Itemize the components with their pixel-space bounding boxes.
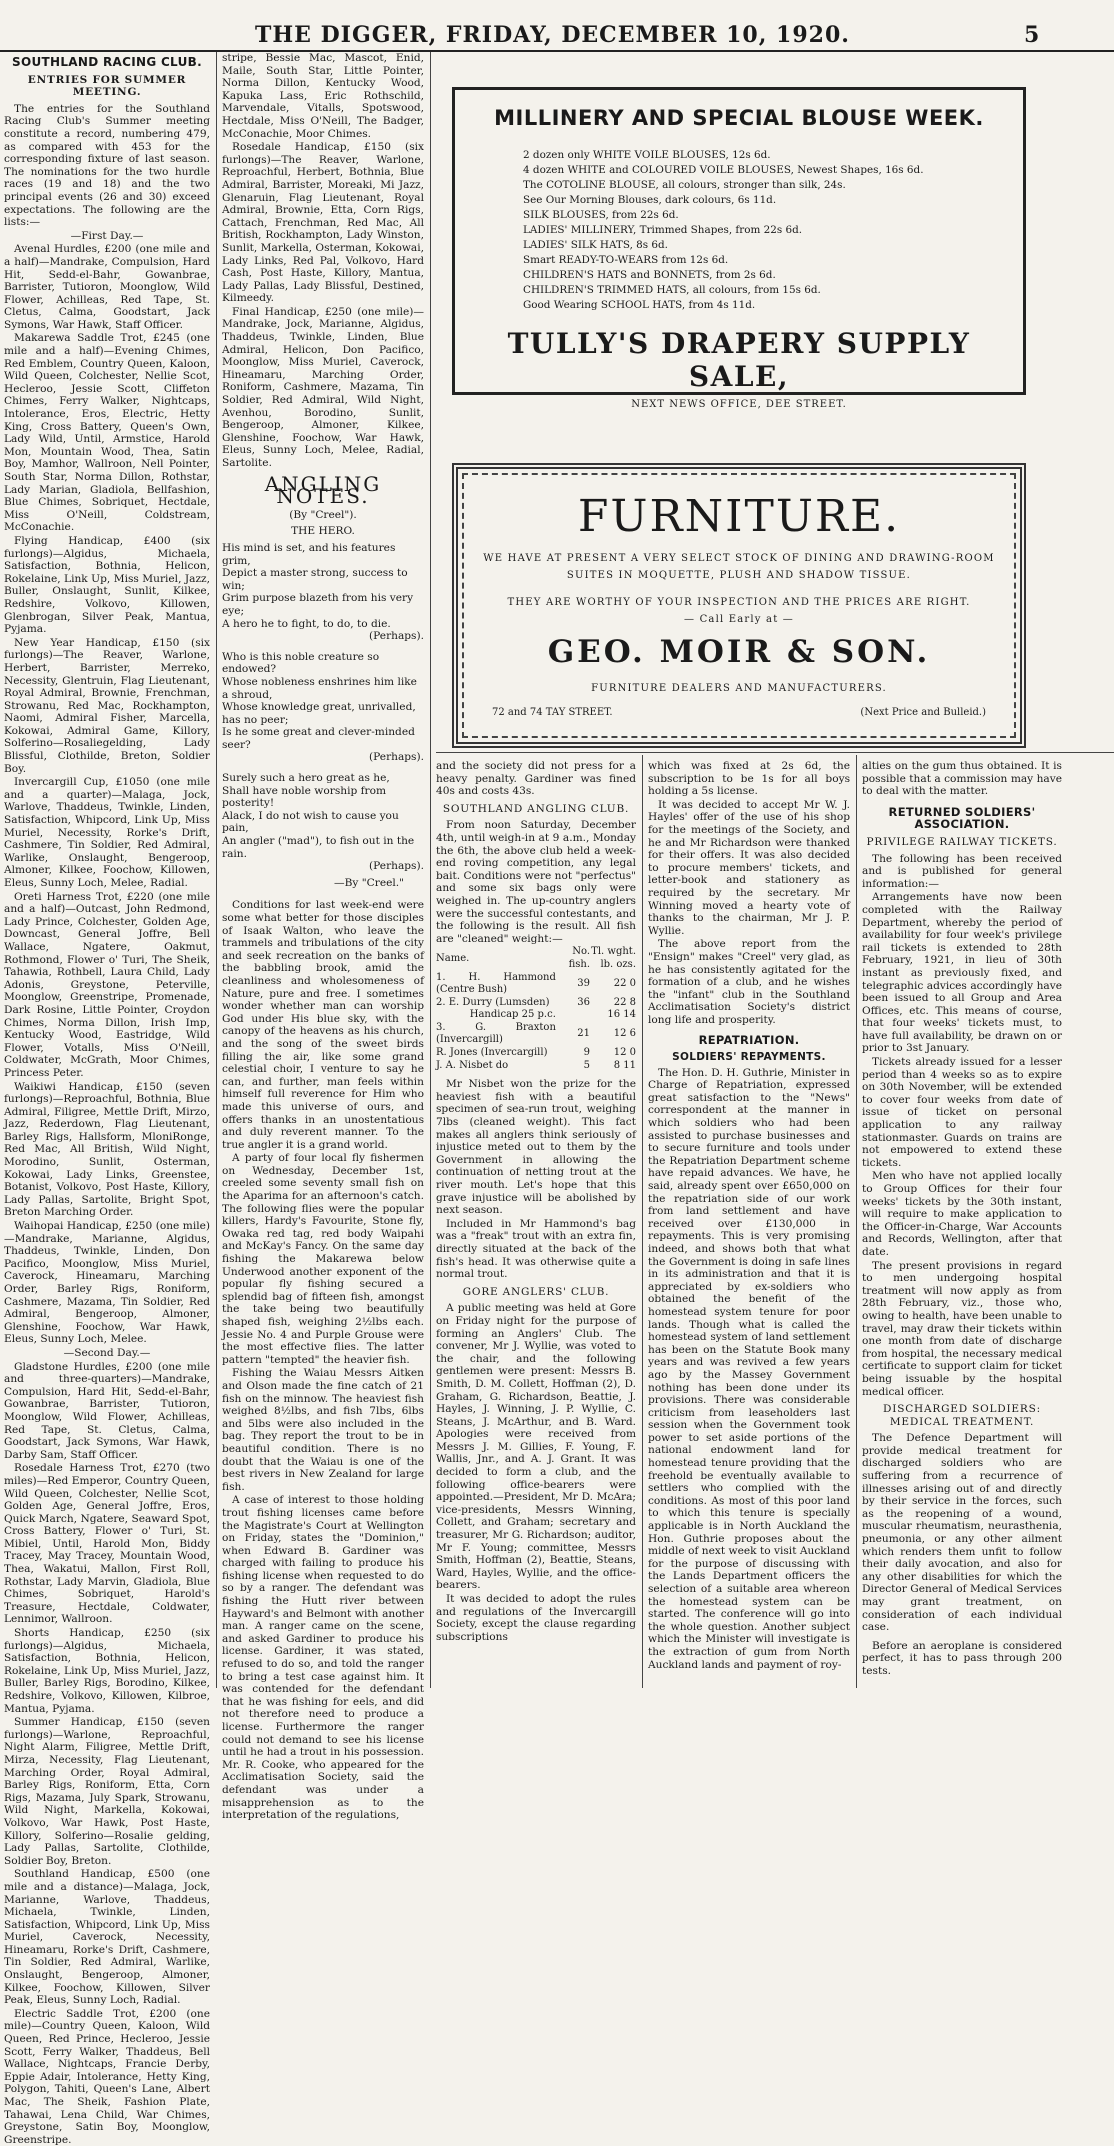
article-paragraph: The Hon. D. H. Guthrie, Minister in Charge of Repatriation, expressed great satisfaction to the "News" correspondent at the manner in which soldiers who had been assisted to purchase businesses and to secure furniture and tools under the Repatriation Department scheme have repaid advances. We have, he said, already spent over £650,000 on the repatriation side of our work from land settlement and have received over £130,000 in repayments. This is very promising indeed, and shows both that what the Government is doing in safe lines in its administration and that it is appreciated by ex-soldiers who obtained the benefit of the homestead system tenure for poor lands. Though what is called the homestead system of land settlement has been on the Statute Book many years and was revived a few years ago by the Massey Government nothing has been done under its provisions. There was considerable criticism from leaseholders last session when the Government took power to set aside portions of the national endowment land for homestead tenure providing that the freehold be eventually available to settlers who complied with the conditions. As most of this poor land to which this tenure is specially applicable is in North Auckland the Hon. Guthrie proposes about the middle of next week to visit Auckland for the purpose of discussing with the Lands Department officers the selection of a suitable area whereon the homestead system can be started. The conference will go into the whole question. Another subject which the Minister will investigate is the extraction of gum from North Auckland lands and payment of roy- — [648, 1066, 850, 1671]
article-paragraph: A party of four local fly fishermen on Wednesday, December 1st, creeled some seventy small fish on the Aparima for an afternoon's catch. The following flies were the popular killers, Hardy's Favourite, Stone fly, Owaka red tag, red body Waipahi and McKay's Fancy. On the same day fishing the Makarewa below Underwood another exponent of the popular fly fishing secured a splendid bag of fifteen fish, amongst the take being two beautifully shaped fish, weighing 2½lbs each. Jessie No. 4 and Purple Grouse were the most effective flies. The latter pattern "tempted" the heavier fish. — [222, 1152, 424, 1366]
race-entry: Gladstone Hurdles, £200 (one mile and three-quarters)—Mandrake, Compulsion, Hard Hit, Sedd-el-Bahr, Gowanbrae, Barrister, Tutioron, Moonglow, Wild Flower, Achilleas, Red Tape, St. Cletus, Calma, Goodstart, Jack Symons, War Hawk, Darby Sam, Staff Officer. — [4, 1360, 210, 1461]
ad-line: CHILDREN'S HATS and BONNETS, from 2s 6d. — [523, 269, 776, 281]
table-cell: 9 — [583, 1047, 590, 1059]
column-repatriation — [648, 760, 850, 1688]
article-paragraph: The above report from the "Ensign" makes "Creel" very glad, as he has consistently agitated for the formation of a club, and he wishes the "infant" club in the Southland Acclimatisation Society's district long life and prosperity. — [648, 938, 850, 1026]
table-row — [436, 972, 636, 997]
table-cell: 16 14 — [607, 1009, 636, 1021]
tullys-sale-heading: TULLY'S DRAPERY SUPPLY SALE, — [507, 327, 971, 393]
table-row — [436, 997, 636, 1010]
column-angling — [222, 52, 424, 1822]
ad-line: WE HAVE AT PRESENT A VERY SELECT STOCK OF DINING AND DRAWING-ROOM — [483, 553, 995, 564]
article-paragraph: The present provisions in regard to men undergoing hospital treatment will now apply as from 28th February, viz., those who, owing to health, have been unable to travel, may draw their tickets within one month from date of discharge from hospital, the necessary medical certificate to support claim for ticket being issuable by the hospital medical officer. — [862, 1259, 1062, 1398]
poem-line: A hero he to fight, to do, to die. — [222, 617, 391, 630]
article-paragraph: Conditions for last week-end were some what better for those disciples of Isaak Walton, who leave the trammels and tribulations of the city and seek recreation on the banks of the babbling brook, amid the cleanliness and wholesomeness of Nature, pure and free. I sometimes wonder whether man can worship God under His blue sky, with the canopy of the heavens as his church, and the song of the sweet birds filling the air, like some grand celestial choir, I venture to say he can, and further, man feels within himself full reverence for Him who made this universe of ours, and offers thanks in an unostentatious and duly reverent manner. To the true angler it is a grand world. — [222, 899, 424, 1151]
table-row — [436, 1047, 636, 1060]
ad-divider — [436, 752, 1114, 753]
ad-line: Good Wearing SCHOOL HATS, from 4s 11d. — [523, 299, 756, 311]
race-entry: Flying Handicap, £400 (six furlongs)—Algidus, Michaela, Satisfaction, Bothnia, Helicon, Rokelaine, Link Up, Miss Muriel, Jazz, Buller, Onslaught, Sunlit, Kilkee, Redshire, Volkovo, Killowen, Glenbrogan, Silver Peak, Mantua, Pyjama. — [4, 534, 210, 636]
furniture-footer — [492, 707, 986, 718]
table-row — [436, 1009, 636, 1022]
ad-line: LADIES' SILK HATS, 8s 6d. — [523, 239, 668, 251]
race-entry: Invercargill Cup, £1050 (one mile and a quarter)—Malaga, Jock, Warlove, Thaddeus, Twinkle, Linden, Satisfaction, Whipcord, Link Up, Miss Muriel, Necessity, Rorke's Drift, Cashmere, Tin Soldier, Red Admiral, Warlike, Onslaught, Bengeroop, Almoner, Kilkee, Foochow, Killowen, Eleus, Sunny Loch, Melee, Radial. — [4, 776, 210, 889]
millinery-advertisement — [452, 87, 1026, 410]
race-entry: New Year Handicap, £150 (six furlongs)—The Reaver, Warlone, Herbert, Barrister, Merreko, Necessity, Glentruin, Flag Lieutenant, Royal Admiral, Brownie, Frenchman, Strowanu, Red Mac, Rockhampton, Naomi, Admiral Fisher, Marcella, Kokowai, Admiral Game, Killory, Solferino—Rosaliegelding, Lady Blissful, Clothilde, Breton, Soldier Boy. — [4, 636, 210, 775]
race-entry: Makarewa Saddle Trot, £245 (one mile and a half)—Evening Chimes, Red Emblem, Country Queen, Kaloon, Wild Queen, Colchester, Nellie Scot, Hecleroo, Jessie Scott, Cliffeton Chimes, Ferry Walker, Nightcaps, Intolerance, Eros, Electric, Hetty King, Cross Battery, Queen's Own, Lady Wild, Until, Armstice, Harold Mon, Mountain Wood, Thea, Satin Boy, Mamhor, Wallroon, Nell Pointer, South Star, Norma Dillon, Rothstar, Lady Marian, Gladiola, Bellfashion, Blue Chimes, Sobriquet, Hectdale, Miss O'Neill, Coldstream, McConachie. — [4, 332, 210, 534]
table-cell: 5 — [583, 1059, 590, 1071]
tullys-address: NEXT NEWS OFFICE, DEE STREET. — [631, 399, 847, 410]
table-header-row — [436, 946, 636, 971]
poem-line: Alack, I do not wish to cause you pain, — [222, 809, 399, 835]
race-entry: Oreti Harness Trot, £220 (one mile and a half)—Outcast, John Redmond, Lady Prince, Colchester, Golden Age, Downcast, General Joffre, Bell Wallace, Ngatere, Oakmut, Rothmond, Flower o' Turi, The Sheik, Tahawia, Rothbell, Laura Child, Lady Adonis, Greystone, Peterville, Moonglow, Greenstripe, Promenade, Dark Rosine, Little Pointer, Croydon Chimes, Norma Dillon, Irish Imp, Kentucky Wood, Eastridge, Wild Flower, Votalls, Miss O'Neill, Coldwater, McGrath, Moor Chimes, Princess Peter. — [4, 890, 210, 1079]
poem-line: Who is this noble creature so endowed? — [222, 650, 380, 676]
article-paragraph: Included in Mr Hammond's bag was a "freak" trout with an extra fin, directly situated at the back of the fish's head. It was otherwise quite a normal trout. — [436, 1217, 636, 1281]
angling-notes-title: ANGLING NOTES. — [264, 471, 382, 509]
furniture-advertisement — [452, 463, 1026, 748]
racing-subheading: ENTRIES FOR SUMMER MEETING. — [27, 73, 187, 99]
table-cell: 22 8 — [613, 996, 636, 1008]
byline: (By "Creel"). — [289, 508, 357, 521]
soldiers-repayments-heading: SOLDIERS' REPAYMENTS. — [672, 1051, 826, 1064]
poem-title: THE HERO. — [291, 525, 355, 538]
ad-line: — Call Early at — — [684, 614, 794, 625]
southland-angling-heading: SOUTHLAND ANGLING CLUB. — [442, 802, 630, 815]
page-number: 5 — [1024, 22, 1040, 48]
racing-intro: The entries for the Southland Racing Club's Summer meeting constitute a record, numbering 479, as compared with 453 for the corresponding fixture of last season. The nominations for the two hurdle races (19 and 18) and the two principal events (26 and 30) exceed expectations. The following are the lists:— — [4, 102, 210, 229]
article-paragraph: alties on the gum thus obtained. It is possible that a commission may have to deal with the matter. — [862, 760, 1062, 798]
article-paragraph: A case of interest to those holding trout fishing licenses came before the Magistrate's Court at Wellington on Friday, states the "Dominion," when Edward B. Gardiner was charged with failing to produce his fishing license when requested to do so by a ranger. The defendant was fishing the Hutt river between Hayward's and Belmont with another man. A ranger came on the scene, and asked Gardiner to produce his license. Gardiner, it was stated, refused to do so, and told the ranger to bring a test case against him. It was contended for the defendant that he was fishing for eels, and did not therefore need to produce a license. Furthermore the ranger could not demand to see his license until he had a trout in his possession. Mr. R. Cooke, who appeared for the Acclimatisation Society, said the defendant was under a misapprehension as to the interpretation of the regulations, — [222, 1494, 424, 1822]
poem-perhaps: (Perhaps). — [369, 630, 424, 643]
article-paragraph: and the society did not press for a heavy penalty. Gardiner was fined 40s and costs 43s. — [436, 760, 636, 798]
table-header: Tl. wght. lb. ozs. — [591, 946, 636, 970]
poem-line: Grim purpose blazeth from his very eye; — [222, 592, 414, 617]
race-entry: Final Handicap, £250 (one mile)—Mandrake, Jock, Marianne, Algidus, Thaddeus, Twinkle, Linden, Blue Admiral, Helicon, Don Pacifico, Moonglow, Miss Muriel, Caverock, Hineamaru, Marching Order, Roniform, Cashmere, Mazama, Tin Soldier, Red Admiral, Wild Night, Avenhou, Borodino, Sunlit, Bengeroop, Almoner, Kilkee, Glenshine, Foochow, War Hawk, Eleus, Sunny Loch, Melee, Radial, Sartolite. — [222, 305, 424, 469]
column-racing — [4, 52, 210, 2146]
column-rule — [430, 52, 431, 1688]
furniture-address: 72 and 74 TAY STREET. — [492, 707, 613, 718]
railway-tickets-heading: PRIVILEGE RAILWAY TICKETS. — [866, 835, 1058, 848]
table-cell: 12 6 — [613, 1028, 636, 1040]
table-cell — [556, 1009, 590, 1022]
repatriation-heading: REPATRIATION. — [698, 1033, 800, 1048]
column-rule — [642, 755, 643, 1688]
column-rule — [216, 52, 217, 1688]
table-cell: 1. H. Hammond (Centre Bush) — [436, 971, 556, 996]
masthead — [0, 0, 1114, 52]
poem-line: Is he some great and clever-minded seer? — [222, 726, 415, 751]
table-row — [436, 1022, 636, 1047]
poem-signoff: —By "Creel." — [334, 876, 404, 889]
ad-line: 4 dozen WHITE and COLOURED VOILE BLOUSES, Newest Shapes, 16s 6d. — [523, 164, 924, 176]
table-cell: 2. E. Durry (Lumsden) — [436, 996, 550, 1008]
poem-perhaps: (Perhaps). — [369, 860, 424, 873]
article-paragraph: A public meeting was held at Gore on Friday night for the purpose of forming an Anglers' Club. The convener, Mr J. Wyllie, was voted to the chair, and the following gentlemen were present: Messrs B. Smith, D. M. Collett, Hoffman (2), D. Graham, G. Richardson, Beattie, J. Hayles, J. Winning, J. P. Wyllie, C. Steans, J. McArthur, and B. Ward. Apologies were received from Messrs J. M. Gillies, F. Young, F. Wallis, Jnr., and A. J. Grant. It was decided to form a club, and the following office-bearers were appointed.—President, Mr D. McAra; vice-presidents, Messrs Winning, Collett, and Graham; secretary and treasurer, Mr G. Richardson; auditor, Mr F. Young; committee, Messrs Smith, Hoffman (2), Beattie, Steans, Ward, Hayles, Wyllie, and the office-bearers. — [436, 1302, 636, 1592]
poem-line: An angler ("mad"), to fish out in the rain. — [222, 835, 415, 860]
table-cell: 21 — [577, 1028, 590, 1040]
poem-line: His mind is set, and his features grim, — [222, 541, 396, 567]
first-day-label: —First Day.— — [70, 229, 144, 242]
article-paragraph: The following has been received and is published for general information:— — [862, 852, 1062, 890]
race-entry: Rosedale Harness Trot, £270 (two miles)—Red Emperor, Country Queen, Wild Queen, Colchester, Nellie Scot, Golden Age, General Joffre, Eros, Quick March, Ngatere, Seaward Spot, Cross Battery, Flower o' Turi, St. Mibiel, Until, Harold Mon, Biddy Tracey, May Tracey, Mountain Wood, Thea, Wakatui, Mallon, First Roll, Rothstar, Lady Marvin, Gladiola, Blue Chimes, Sobriquet, Harold's Treasure, Hectdale, Coldwater, Lennimor, Wallroon. — [4, 1462, 210, 1626]
poem-line: Surely such a hero great as he, — [222, 772, 390, 785]
firm-name: GEO. MOIR & SON. — [547, 634, 931, 670]
article-paragraph: Mr Nisbet won the prize for the heaviest fish with a beautiful specimen of sea-run trout, weighing 7lbs (cleaned weight). This fact makes all anglers think seriously of injustice meted out to them by the Government in allowing the continuation of netting trout at the river mouth. Let's hope that this grave injustice will be abolished by next season. — [436, 1078, 636, 1217]
ad-line: THEY ARE WORTHY OF YOUR INSPECTION AND THE PRICES ARE RIGHT. — [507, 597, 971, 608]
race-entry: Waihopai Handicap, £250 (one mile)—Mandrake, Marianne, Algidus, Thaddeus, Twinkle, Linden, Don Pacifico, Moonglow, Miss Muriel, Caverock, Hineamaru, Marching Order, Barley Rigs, Roniform, Cashmere, Mazama, Tin Soldier, Red Admiral, Bengeroop, Almoner, Glenshine, Foochow, War Hawk, Eleus, Sunny Loch, Melee. — [4, 1220, 210, 1346]
article-paragraph: It was decided to accept Mr W. J. Hayles' offer of the use of his shop for the meetings of the Society, and he and Mr Richardson were thanked for their offers. It was also decided to procure members' tickets, and letter-book and stationery as required by the secretary. Mr Winning moved a hearty vote of thanks to the chairman, Mr J. P. Wyllie. — [648, 798, 850, 937]
newspaper-title: THE DIGGER, FRIDAY, DECEMBER 10, 1920. — [255, 22, 850, 48]
table-row — [436, 1060, 636, 1073]
ad-line: The COTOLINE BLOUSE, all colours, stronger than silk, 24s. — [523, 179, 846, 191]
ad-line: CHILDREN'S TRIMMED HATS, all colours, from 15s 6d. — [523, 284, 821, 296]
table-header: Name. — [436, 952, 470, 964]
race-entry: Avenal Hurdles, £200 (one mile and a half)—Mandrake, Compulsion, Hard Hit, Sedd-el-Bahr, Gowanbrae, Barrister, Tutioron, Moonglow, Wild Flower, Achilleas, Red Tape, St. Cletus, Calma, Goodstart, Jack Symons, War Hawk, Staff Officer. — [4, 243, 210, 331]
race-entry: Waikiwi Handicap, £150 (seven furlongs)—Reproachful, Bothnia, Blue Admiral, Filigree, Mettle Drift, Mirzo, Jazz, Rederdown, Flag Lieutenant, Barley Rigs, Hallsform, MloniRonge, Red Mac, All British, Wild Night, Morodino, Sunlit, Osterman, Kokowai, Lady Links, Greenstee, Botanist, Volkovo, Post Haste, Killory, Lady Pallas, Sartolite, Bright Spot, Breton Marching Order. — [4, 1080, 210, 1219]
ad-line: LADIES' MILLINERY, Trimmed Shapes, from 22s 6d. — [523, 224, 803, 236]
race-entry: Electric Saddle Trot, £200 (one mile)—Country Queen, Kaloon, Wild Queen, Red Prince, Hecleroo, Jessie Scott, Ferry Walker, Thaddeus, Bell Wallace, Nightcaps, Francie Derby, Eppie Adair, Intolerance, Hetty King, Polygon, Tahiti, Queen's Lane, Albert Mac, The Sheik, Fashion Plate, Tahawai, Lena Child, War Chimes, Greystone, Satin Boy, Moonglow, Greenstripe. — [4, 2007, 210, 2146]
table-cell: 3. G. Braxton (Invercargill) — [436, 1021, 556, 1046]
article-paragraph: Tickets already issued for a lesser period than 4 weeks so as to expire on 30th November, will be extended to cover four weeks from date of issue of ticket on personal application to any railway stationmaster. Guards on trains are not empowered to extend these tickets. — [862, 1056, 1062, 1169]
poem-stanza — [222, 542, 424, 630]
poem-line: Whose nobleness enshrines him like a shroud, — [222, 675, 417, 701]
poem-line: Depict a master strong, success to win; — [222, 567, 408, 592]
table-cell: 39 — [577, 977, 590, 989]
table-cell: 8 11 — [613, 1059, 636, 1071]
race-entry-continued: stripe, Bessie Mac, Mascot, Enid, Maile, South Star, Little Pointer, Norma Dillon, Kentucky Wood, Kapuka Lass, Eric Rothschild, Marvendale, Vitalls, Spotswood, Hectdale, Miss O'Neill, The Badger, McConachie, Moor Chimes. — [222, 52, 424, 140]
poem-stanza — [222, 772, 424, 860]
millinery-title: MILLINERY AND SPECIAL BLOUSE WEEK. — [494, 106, 984, 130]
table-cell: 22 0 — [613, 977, 636, 989]
ad-line: FURNITURE DEALERS AND MANUFACTURERS. — [591, 683, 887, 694]
article-paragraph: which was fixed at 2s 6d, the subscription to be 1s for all boys holding a 5s license. — [648, 760, 850, 798]
race-entry: Rosedale Handicap, £150 (six furlongs)—The Reaver, Warlone, Reproachful, Herbert, Bothnia, Blue Admiral, Barrister, Moreaki, Mi Jazz, Glenaruin, Flag Lieutenant, Royal Admiral, Brownie, Etta, Corn Rigs, Cattach, Frenchman, Red Mac, All British, Rockhampton, Lady Winston, Sunlit, Markella, Osterman, Kokowai, Lady Links, Red Pal, Volkovo, Hard Cash, Post Haste, Killory, Mantua, Lady Pallas, Lady Blissful, Destined, Kilmeedy. — [222, 141, 424, 305]
race-entry: Southland Handicap, £500 (one mile and a distance)—Malaga, Jock, Marianne, Warlove, Thaddeus, Michaela, Twinkle, Linden, Satisfaction, Whipcord, Link Up, Miss Muriel, Caverock, Necessity, Hineamaru, Rorke's Drift, Cashmere, Tin Soldier, Red Admiral, Warlike, Onslaught, Bengeroop, Almoner, Kilkee, Foochow, Killowen, Silver Peak, Eleus, Sunny Loch, Radial. — [4, 1868, 210, 2007]
gore-anglers-heading: GORE ANGLERS' CLUB. — [462, 1285, 610, 1298]
article-paragraph: Before an aeroplane is considered perfect, it has to pass through 200 tests. — [862, 1639, 1062, 1677]
medical-treatment-heading: DISCHARGED SOLDIERS: MEDICAL TREATMENT. — [883, 1403, 1041, 1428]
table-cell: 36 — [577, 996, 590, 1008]
poem-stanza — [222, 651, 424, 752]
table-cell: 12 0 — [613, 1047, 636, 1059]
ad-line: SILK BLOUSES, from 22s 6d. — [523, 209, 679, 221]
ad-line: SUITES IN MOQUETTE, PLUSH AND SHADOW TISSUE. — [566, 570, 912, 581]
table-cell: R. Jones (Invercargill) — [436, 1047, 548, 1059]
poem-perhaps: (Perhaps). — [369, 751, 424, 764]
column-angling-clubs — [436, 760, 636, 1688]
article-paragraph: It was decided to adopt the rules and regulations of the Invercargill Society, except the clause regarding subscriptions — [436, 1593, 636, 1643]
poem-line: Shall have noble worship from posterity! — [222, 784, 387, 810]
table-header: No. fish. — [568, 946, 590, 970]
racing-heading: SOUTHLAND RACING CLUB. — [12, 55, 202, 69]
race-entry: Summer Handicap, £150 (seven furlongs)—Warlone, Reproachful, Night Alarm, Filigree, Mettle Drift, Mirza, Necessity, Flag Lieutenant, Marching Order, Royal Admiral, Barley Rigs, Roniform, Etta, Corn Rigs, Mazama, July Spark, Strowanu, Wild Night, Markella, Kokowai, Volkovo, War Hawk, Post Haste, Killory, Solferino—Rosalie gelding, Lady Pallas, Sartolite, Clothilde, Soldier Boy, Breton. — [4, 1716, 210, 1867]
race-entry: Shorts Handicap, £250 (six furlongs)—Algidus, Michaela, Satisfaction, Bothnia, Helicon, Rokelaine, Link Up, Miss Muriel, Jazz, Buller, Barley Rigs, Borodino, Kilkee, Redshire, Volkovo, Killowen, Kilbroe, Mantua, Pyjama. — [4, 1627, 210, 1715]
article-paragraph: Fishing the Waiau Messrs Aitken and Olson made the fine catch of 21 fish on the minnow. The heaviest fish weighed 8½lbs, and fish 7lbs, 6lbs and 5lbs were also included in the bag. They report the trout to be in beautiful condition. There is no doubt that the Waiau is one of the best rivers in New Zealand for large fish. — [222, 1367, 424, 1493]
furniture-note: (Next Price and Bulleid.) — [860, 707, 986, 718]
column-returned-soldiers — [862, 760, 1062, 1688]
column-rule — [856, 755, 857, 1688]
table-cell: Handicap 25 p.c. — [469, 1009, 556, 1021]
article-paragraph: Men who have not applied locally to Group Offices for their four weeks' tickets by the 30th instant, will require to make application to the Officer-in-Charge, War Accounts and Records, Wellington, after that date. — [862, 1170, 1062, 1258]
ad-line: 2 dozen only WHITE VOILE BLOUSES, 12s 6d. — [523, 149, 771, 161]
article-paragraph: Arrangements have now been completed with the Railway Department, whereby the period of availability for four week's privilege rail tickets is extended to 28th February, 1921, in lieu of 30th instant as previously fixed, and telegraphic advices accordingly have been issued to all Group and Area Offices, etc. This means of course, that four weeks' tickets must, to have full availability, be drawn on or prior to 3st January. — [862, 891, 1062, 1055]
article-paragraph: The Defence Department will provide medical treatment for discharged soldiers who are suffering from a recurrence of illnesses arising out of and directly by their service in the forces, such as the reopening of a wound, muscular rheumatism, neurasthenia, pneumonia, or any other ailment which renders them unfit to follow their daily avocation, and also for any other disabilities for which the Director General of Medical Services may grant treatment, on consideration of each individual case. — [862, 1432, 1062, 1634]
table-cell: J. A. Nisbet do — [436, 1059, 509, 1071]
poem-line: Whose knowledge great, unrivalled, has no peer; — [222, 701, 416, 726]
furniture-title: FURNITURE. — [577, 491, 901, 542]
ad-line: See Our Morning Blouses, dark colours, 6s 11d. — [523, 194, 777, 206]
article-paragraph: From noon Saturday, December 4th, until weigh-in at 9 a.m., Monday the 6th, the above club held a week-end roving competition, any legal bait. Conditions were not "perfectus" and some six bags only were weighed in. The up-country anglers were the successful contestants, and the following is the result. All fish are "cleaned" weight:— — [436, 819, 636, 945]
rsa-heading: RETURNED SOLDIERS' ASSOCIATION. — [888, 804, 1036, 832]
second-day-label: —Second Day.— — [63, 1346, 151, 1359]
ad-line: Smart READY-TO-WEARS from 12s 6d. — [523, 254, 729, 266]
results-table — [436, 946, 636, 1072]
